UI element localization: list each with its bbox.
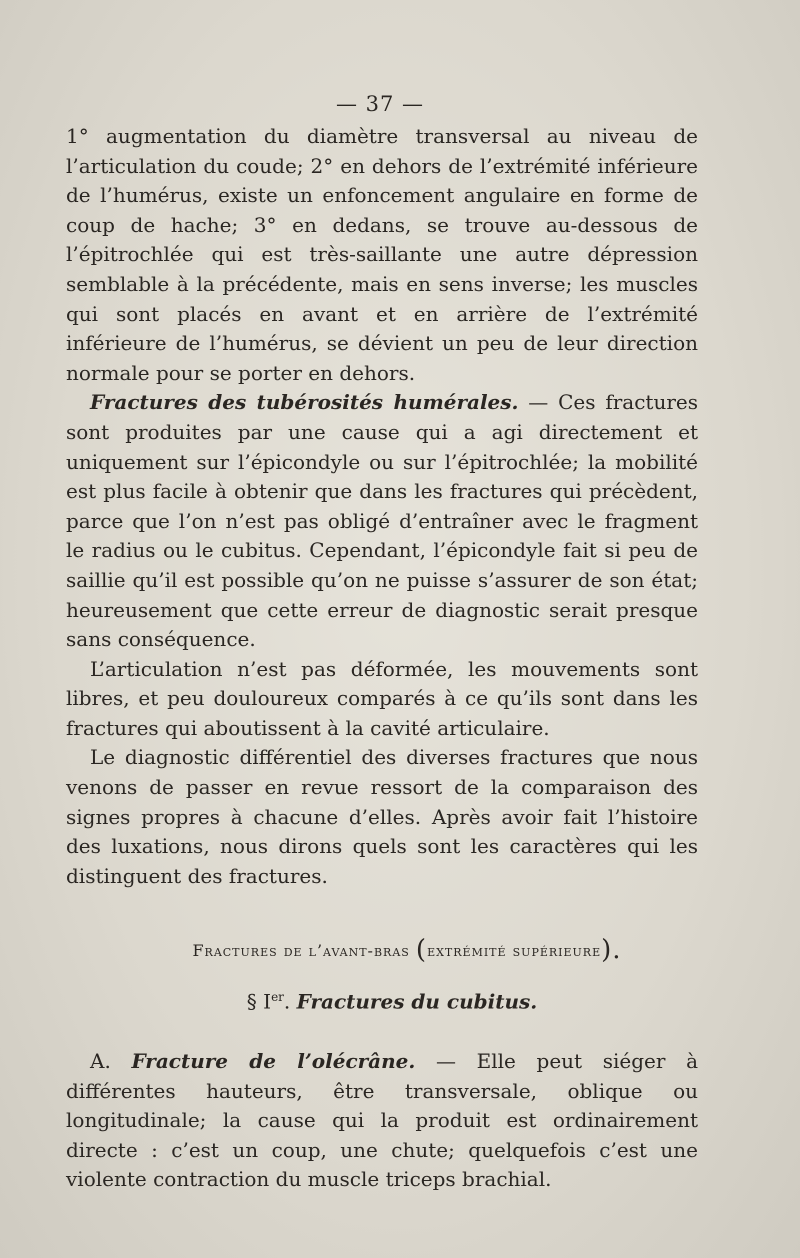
section-heading xyxy=(66,976,698,1023)
paragraph-tuberosity-fractures xyxy=(66,388,698,654)
body-text xyxy=(66,122,698,1195)
section-symbol: § I xyxy=(246,990,272,1015)
heading-paren-open: ( xyxy=(415,935,428,966)
paragraph-articulation: L’articulation n’est pas déformée, les mouvements sont libres, et peu douloureux comparés à ce qu’ils sont dans les fractures qui aboutissent à la cavité articulaire. xyxy=(66,656,698,740)
section-title: Fractures du cubitus. xyxy=(296,990,538,1015)
section-dot: . xyxy=(283,990,297,1015)
chapter-heading-main: Fractures de l’avant-bras xyxy=(192,941,410,961)
chapter-heading-sub: extrémité supérieure xyxy=(427,941,602,961)
section-ordinal: er xyxy=(271,990,284,1005)
paragraph-title: Fracture de l’olécrâne. xyxy=(131,1049,416,1074)
chapter-heading xyxy=(66,933,698,968)
paragraph-title: Fractures des tubérosités humérales. xyxy=(90,390,519,415)
paragraph-text: — Ces fractures sont produites par une cause qui a agi directement et uniquement sur l’épicondyle ou sur l’épitrochlée; la mobilité est plus facile à obtenir que dans les fractures qui précèdent, parce que l’on n’est pas obligé d’entraîner avec le fragment le radius ou le cubitus. Cependant, l’épicondyle fait si peu de saillie qu’il est possible qu’on ne puisse s’assurer de son état; heureusement que cette erreur de diagnostic serait presque sans conséquence. xyxy=(66,390,698,652)
heading-paren-close: ). xyxy=(601,935,622,966)
paragraph-label: A. xyxy=(90,1049,132,1074)
paragraph-text: — Elle peut siéger à différentes hauteurs, être transversale, oblique ou longitudinale; la cause qui la produit est ordinairement directe : c’est un coup, une chute; quelquefois c’est une violente contraction du muscle triceps brachial. xyxy=(66,1049,698,1192)
paragraph-diagnosis: Le diagnostic différentiel des diverses fractures que nous venons de passer en revue ressort de la comparaison des signes propres à chacune d’elles. Après avoir fait l’histoire des luxations, nous dirons quels sont les caractères qui les distinguent des fractures. xyxy=(66,745,698,888)
paragraph-humerus-signs: 1° augmentation du diamètre transversal au niveau de l’articulation du coude; 2° en dehors de l’extrémité inférieure de l’humérus, existe un enfoncement angulaire en forme de coup de hache; 3° en dedans, se trouve au-dessous de l’épitrochlée qui est très-saillante une autre dépression semblable à la précédente, mais en sens inverse; les muscles qui sont placés en avant et en arrière de l’extrémité inférieure de l’humérus, se dévient un peu de leur direction normale pour se porter en dehors. xyxy=(66,124,698,385)
page-number: — 37 — xyxy=(335,92,425,116)
paragraph-olecranon xyxy=(66,1047,698,1195)
spacer xyxy=(66,1023,698,1047)
